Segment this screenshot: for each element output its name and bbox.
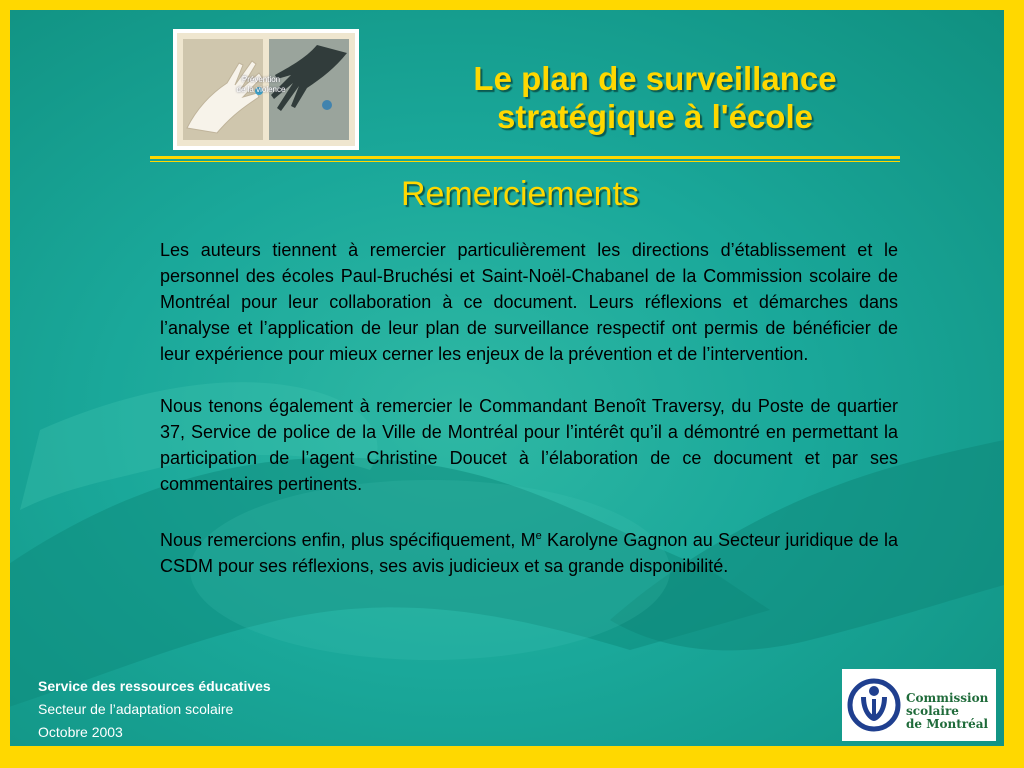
csdm-line1: Commission — [906, 691, 989, 705]
footer-sector: Secteur de l’adaptation scolaire — [38, 701, 234, 717]
footer — [38, 675, 271, 744]
section-title: Remerciements — [400, 175, 640, 213]
paragraph-3 — [160, 523, 898, 579]
csdm-logo — [842, 669, 996, 741]
title-divider-thick — [150, 156, 900, 159]
slide — [10, 10, 1004, 746]
csdm-logo-text — [906, 692, 988, 731]
paragraph-2: Nous tenons également à remercier le Commandant Benoît Traversy, du Poste de quartier 37, Service de police de la Ville de Montréal pour l’intérêt qu’il a démontré en permettant la participation de l’agent Christine Doucet à l’élaboration de ce document et par ses commentaires pertinents. — [160, 396, 898, 494]
title-line1: Le plan de surveillance — [473, 60, 837, 97]
csdm-line2: scolaire — [906, 704, 959, 718]
footer-date: Octobre 2003 — [38, 724, 123, 740]
paragraph-3-start: Nous remercions enfin, plus spécifiquement, M — [160, 530, 536, 550]
logo-caption-line1: Prévention — [241, 75, 281, 84]
paragraph-3-superscript: e — [535, 530, 542, 542]
acknowledgements-body — [160, 237, 898, 605]
violence-prevention-logo — [173, 29, 359, 150]
logo-caption-line2: de la violence — [236, 85, 286, 94]
page-title — [402, 60, 908, 136]
footer-department: Service des ressources éducatives — [38, 678, 271, 694]
logo-caption — [221, 75, 301, 95]
title-line2: stratégique à l'école — [497, 98, 813, 135]
csdm-emblem-icon — [842, 669, 906, 741]
csdm-line3: de Montréal — [906, 717, 989, 731]
title-divider-thin — [150, 161, 900, 162]
paragraph-1: Les auteurs tiennent à remercier particulièrement les directions d’établissement et le personnel des écoles Paul-Bruchési et Saint-Noël-Chabanel de la Commission scolaire de Montréal pour leur collaboration à ce document. Leurs réflexions et démarches dans l’analyse et l’application de leur plan de surveillance respectif ont permis de bénéficier de leur expérience pour mieux cerner les enjeux de la prévention et de l’intervention. — [160, 240, 898, 364]
paragraph-3-end: Karolyne Gagnon au Secteur juridique de la CSDM pour ses réflexions, ses avis judicieux et sa grande disponibilité. — [160, 530, 899, 576]
